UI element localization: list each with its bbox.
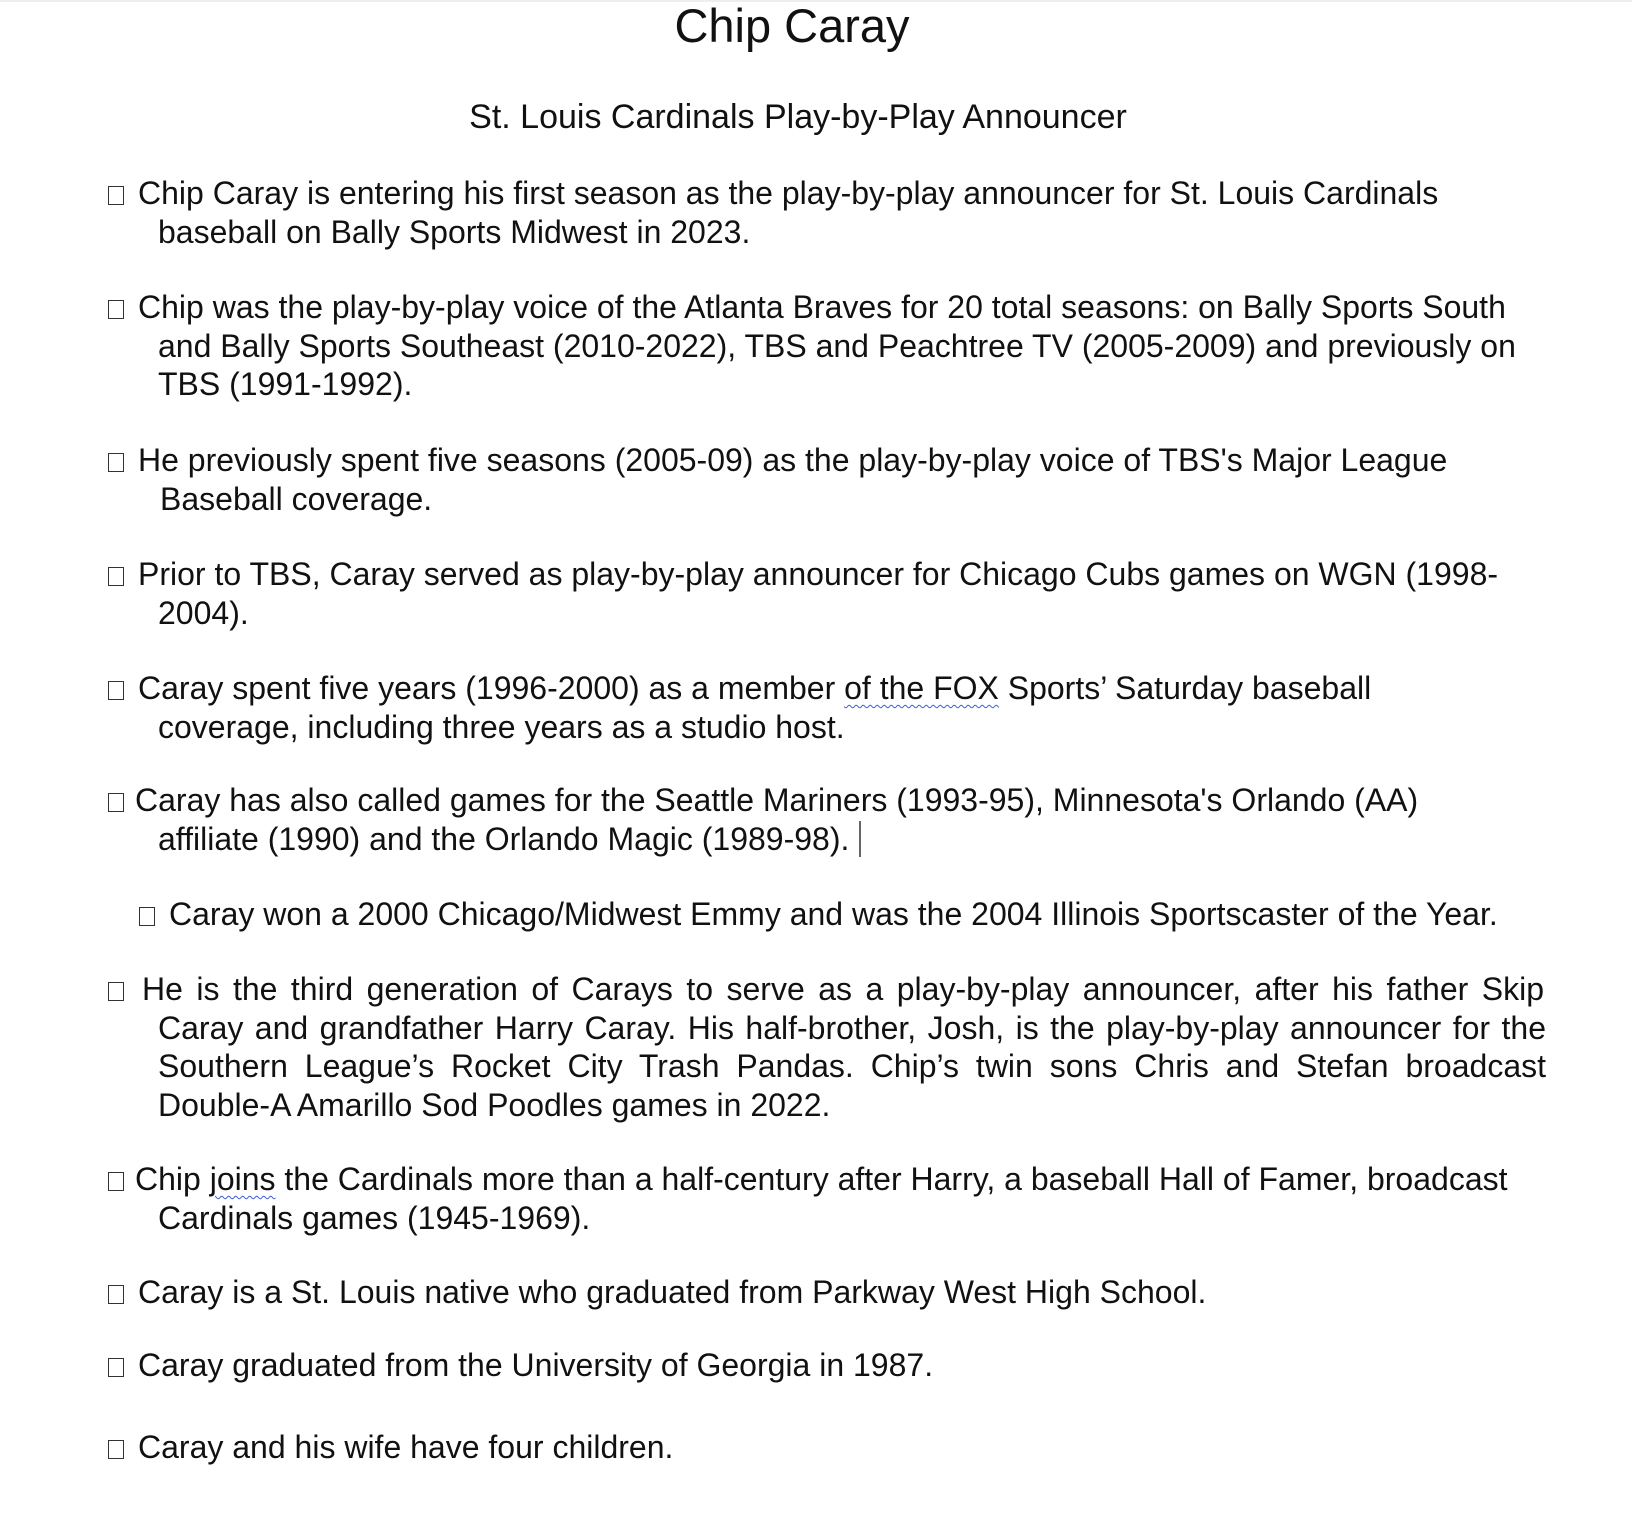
bullet-item (108, 555, 1544, 632)
document-title: Chip Caray (674, 0, 910, 52)
bullet-box-icon (108, 1285, 124, 1304)
bullet-line: He previously spent five seasons (2005-09) as the play-by-play voice of TBS's Major League (108, 441, 1544, 480)
bullet-box-icon (108, 681, 124, 700)
bullet-line: Prior to TBS, Caray served as play-by-play announcer for Chicago Cubs games on WGN (1998- (108, 555, 1544, 594)
bullet-line: and Bally Sports Southeast (2010-2022), TBS and Peachtree TV (2005-2009) and previously on (158, 327, 1516, 364)
text-cursor (859, 821, 861, 857)
bullet-item (108, 288, 1544, 404)
bullet-line: Caray graduated from the University of Georgia in 1987. (108, 1346, 1544, 1385)
bullet-line: Chip was the play-by-play voice of the Atlanta Braves for 20 total seasons: on Bally Sports South (108, 288, 1544, 327)
bullet-item (139, 895, 1575, 934)
bullet-line: baseball on Bally Sports Midwest in 2023. (158, 213, 751, 250)
bullet-line: Baseball coverage. (160, 480, 433, 517)
bullet-line: Caray won a 2000 Chicago/Midwest Emmy and was the 2004 Illinois Sportscaster of the Year. (139, 895, 1575, 934)
bullet-item (108, 970, 1544, 1124)
bullet-box-icon (108, 1358, 124, 1377)
bullet-line: coverage, including three years as a studio host. (158, 708, 845, 745)
bullet-line: Caray is a St. Louis native who graduated from Parkway West High School. (108, 1273, 1544, 1312)
bullet-item (108, 174, 1544, 251)
bullet-box-icon (108, 300, 124, 319)
bullet-line: Cardinals games (1945-1969). (158, 1199, 591, 1236)
bullet-box-icon (108, 186, 124, 205)
bullet-box-icon (139, 907, 155, 926)
bullet-item (108, 441, 1544, 518)
bullet-box-icon (108, 567, 124, 586)
bullet-line: Double-A Amarillo Sod Poodles games in 2022. (158, 1086, 831, 1123)
document-subtitle: St. Louis Cardinals Play-by-Play Announcer (469, 98, 1127, 136)
bullet-line: Southern League’s Rocket City Trash Pandas. Chip’s twin sons Chris and Stefan broadcast (158, 1048, 1546, 1084)
bullet-item (108, 1346, 1544, 1385)
bullet-line: Caray and grandfather Harry Caray. His half-brother, Josh, is the play-by-play announcer for the (158, 1009, 1546, 1046)
bullet-box-icon (108, 1172, 124, 1191)
bullet-line: affiliate (1990) and the Orlando Magic (1989-98). (108, 820, 1544, 859)
bullet-box-icon (108, 982, 124, 1001)
bullet-item (108, 781, 1544, 858)
bullet-line: He is the third generation of Carays to serve as a play-by-play announcer, after his father Skip (108, 970, 1544, 1009)
bullet-line: Caray spent five years (1996-2000) as a member of the FOX Sports’ Saturday baseball (108, 669, 1544, 708)
bullet-item (108, 669, 1544, 746)
bullet-line: Caray and his wife have four children. (108, 1428, 1544, 1467)
bullet-box-icon (108, 793, 124, 812)
bullet-item (108, 1160, 1544, 1237)
bullet-line: TBS (1991-1992). (158, 366, 413, 402)
bullet-line: Caray has also called games for the Seattle Mariners (1993-95), Minnesota's Orlando (AA) (108, 781, 1544, 820)
spellcheck-underline[interactable]: of the FOX (844, 670, 999, 706)
spellcheck-underline[interactable]: joins (209, 1161, 276, 1197)
bullet-item (108, 1428, 1544, 1467)
bullet-line: Chip joins the Cardinals more than a half-century after Harry, a baseball Hall of Famer, broadcast (108, 1160, 1544, 1199)
bullet-item (108, 1273, 1544, 1312)
bullet-box-icon (108, 453, 124, 472)
bullet-line: Chip Caray is entering his first season as the play-by-play announcer for St. Louis Cardinals (108, 174, 1544, 213)
bullet-box-icon (108, 1440, 124, 1459)
bullet-line: 2004). (158, 594, 249, 631)
